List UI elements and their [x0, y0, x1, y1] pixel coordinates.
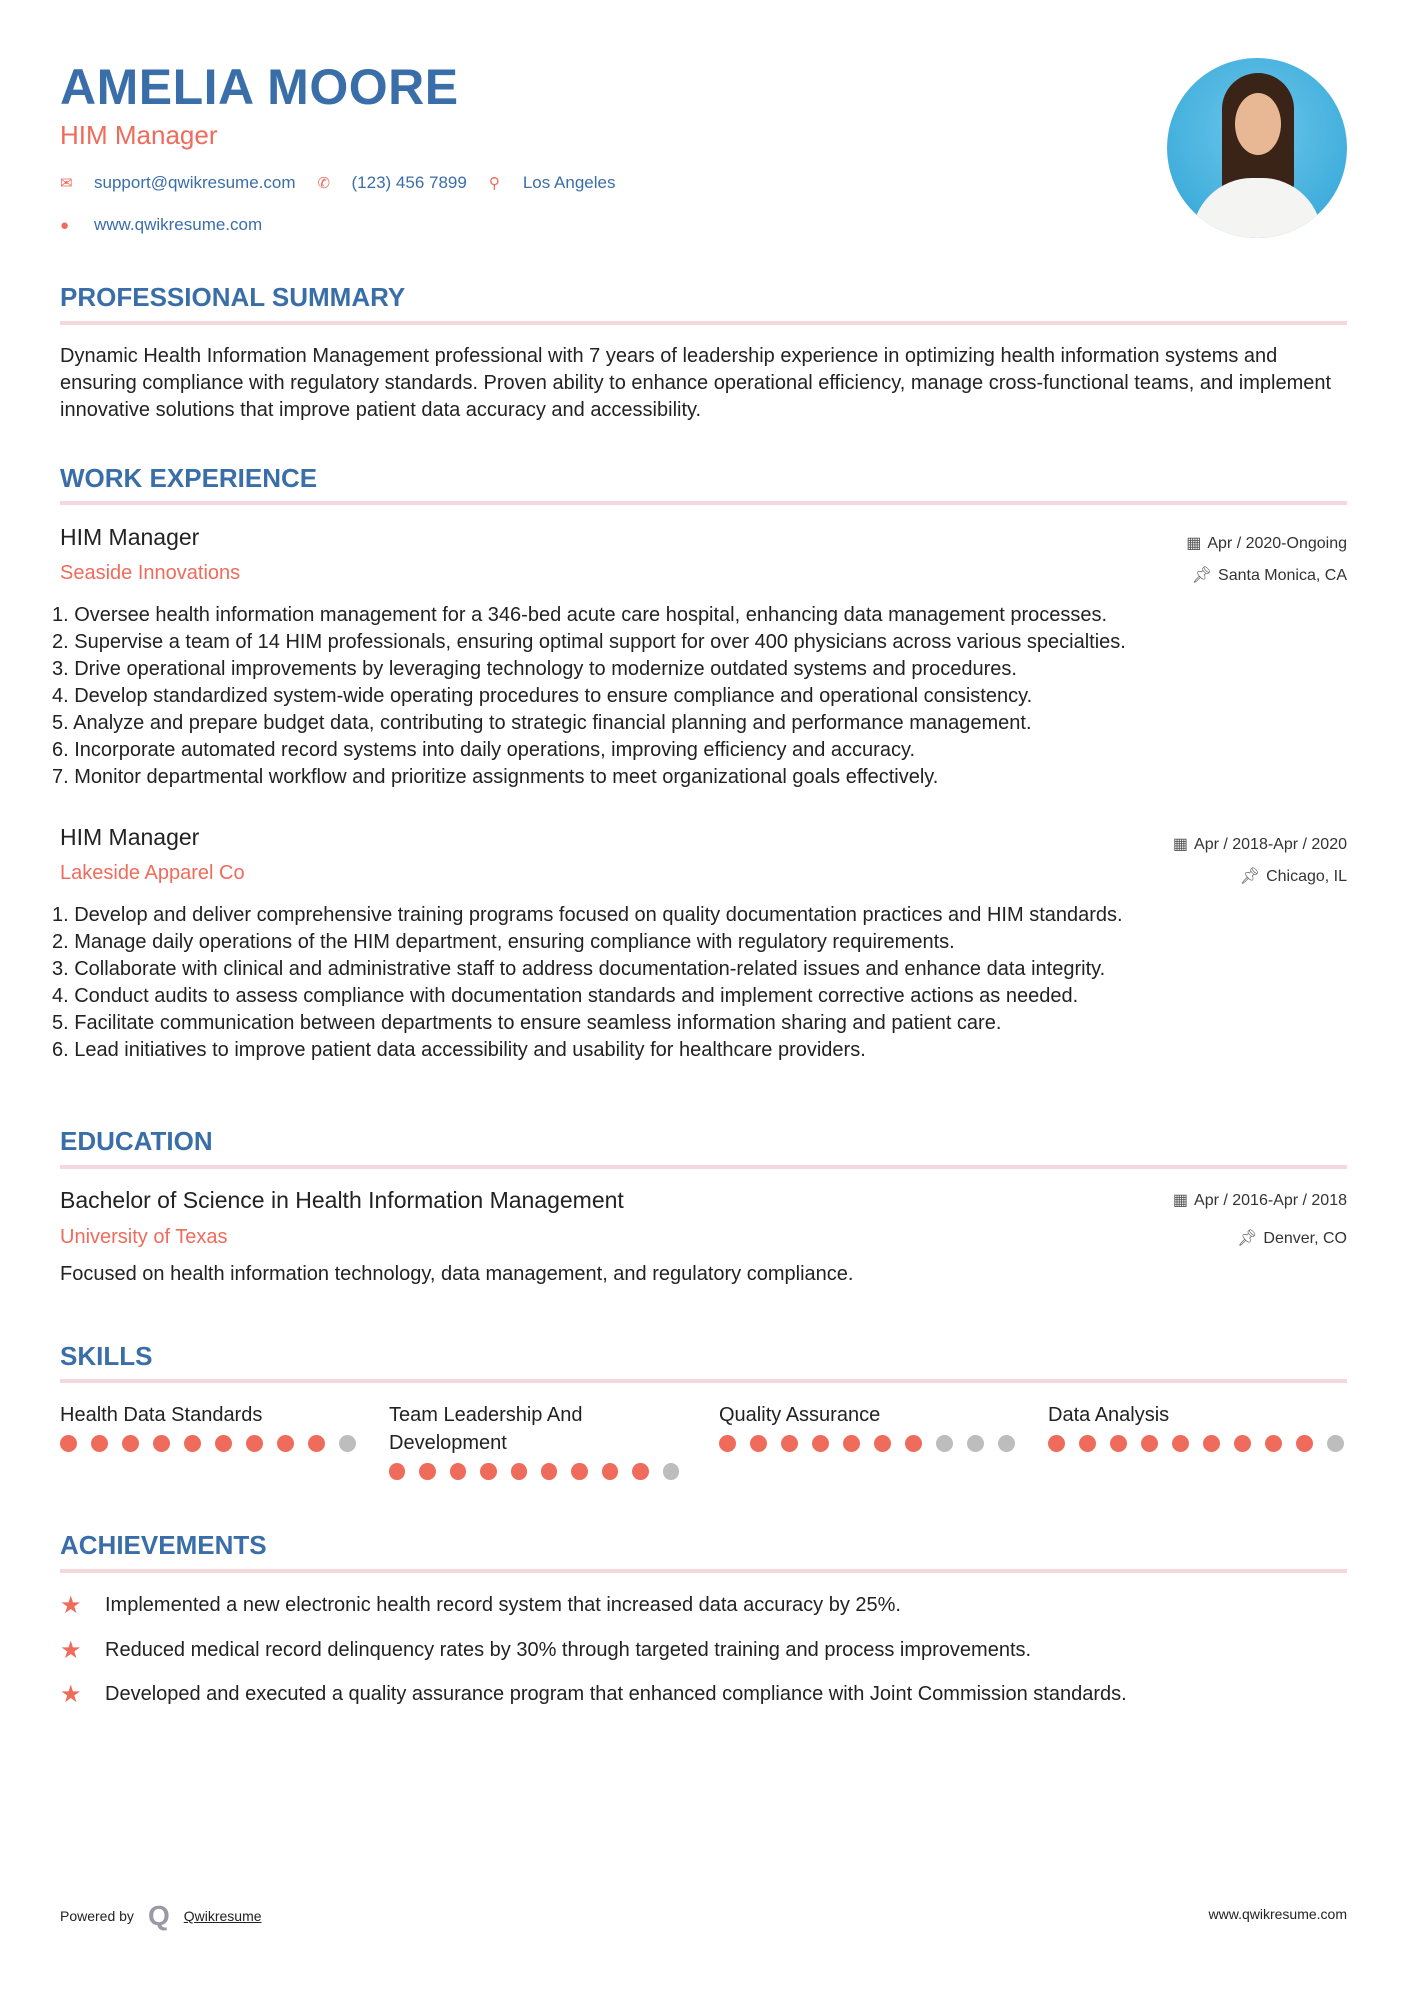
job-dates [1186, 533, 1347, 553]
rating-dot-filled [1048, 1435, 1065, 1452]
skill-name: Team Leadership And Development [389, 1404, 583, 1454]
rating-dot-filled [215, 1435, 232, 1452]
rating-dot-filled [246, 1435, 263, 1452]
skill-name: Data Analysis [1048, 1404, 1170, 1426]
globe-icon: ● [60, 216, 70, 234]
list-item: 2. Manage daily operations of the HIM department, ensuring compliance with regulatory requirements. [52, 931, 955, 953]
rating-dot-filled [719, 1435, 736, 1452]
rating-dot-empty [936, 1435, 953, 1452]
rating-dot-filled [843, 1435, 860, 1452]
rating-dot-empty [339, 1435, 356, 1452]
job-location [1192, 565, 1347, 585]
website-row [60, 215, 262, 235]
divider [60, 321, 1347, 325]
job-company: Seaside Innovations [60, 562, 241, 584]
rating-dot-empty [998, 1435, 1015, 1452]
qwikresume-link[interactable]: Qwikresume [183, 1908, 262, 1924]
rating-dot-filled [541, 1463, 557, 1480]
rating-dot-filled [1265, 1435, 1282, 1452]
summary-text: Dynamic Health Information Management professional with 7 years of leadership experience in optimizing health information systems and ensuring compliance with regulatory standards. Proven ability to enhance operational efficiency, manage cross-functional teams, and implement innovative solutions that improve patient data accuracy and accessibility. [60, 345, 1332, 421]
skill-item [389, 1401, 679, 1480]
education-location [1237, 1228, 1347, 1248]
rating-dot-empty [663, 1463, 679, 1480]
rating-dot-filled [389, 1463, 405, 1480]
rating-dot-filled [874, 1435, 891, 1452]
education-dates [1173, 1190, 1347, 1210]
rating-dot-filled [571, 1463, 587, 1480]
skill-name: Health Data Standards [60, 1404, 263, 1426]
rating-dot-filled [277, 1435, 294, 1452]
rating-dot-filled [122, 1435, 139, 1452]
calendar-icon: ▦ [1172, 836, 1189, 853]
list-item: 2. Supervise a team of 14 HIM professionals, ensuring optimal support for over 400 physicians across various specialties. [52, 631, 1126, 653]
phone-icon: ✆ [317, 175, 331, 192]
star-icon: ★ [60, 1681, 82, 1708]
list-item: 4. Develop standardized system-wide operating procedures to ensure compliance and operational consistency. [52, 685, 1033, 707]
skill-rating [719, 1435, 1019, 1452]
pin-icon: 📌︎ [1237, 1230, 1258, 1247]
job-location-text: Santa Monica, CA [1218, 567, 1347, 584]
job-dates-text: Apr / 2018-Apr / 2020 [1194, 836, 1347, 853]
list-item: 5. Facilitate communication between departments to ensure seamless information sharing and patient care. [52, 1012, 1002, 1034]
skill-item [60, 1401, 360, 1452]
star-icon: ★ [60, 1637, 82, 1664]
achievement-text: Implemented a new electronic health record system that increased data accuracy by 25%. [105, 1594, 901, 1616]
rating-dot-filled [632, 1463, 648, 1480]
rating-dot-filled [450, 1463, 466, 1480]
school: University of Texas [60, 1226, 228, 1248]
work-heading: WORK EXPERIENCE [60, 463, 318, 493]
website-link[interactable]: www.qwikresume.com [94, 215, 263, 234]
education-location-text: Denver, CO [1263, 1230, 1347, 1247]
divider [60, 1165, 1347, 1169]
education-heading: EDUCATION [60, 1126, 213, 1156]
calendar-icon: ▦ [1172, 1192, 1189, 1209]
job-company: Lakeside Apparel Co [60, 862, 245, 884]
rating-dot-filled [602, 1463, 618, 1480]
list-item: 3. Drive operational improvements by leveraging technology to modernize outdated systems and procedures. [52, 658, 1017, 680]
rating-dot-filled [511, 1463, 527, 1480]
education-dates-text: Apr / 2016-Apr / 2018 [1194, 1192, 1347, 1209]
location-text: Los Angeles [522, 173, 616, 192]
achievement-text: Developed and executed a quality assurance program that enhanced compliance with Joint Commission standards. [105, 1683, 1127, 1705]
divider [60, 1569, 1347, 1573]
profile-photo [1167, 58, 1347, 238]
rating-dot-filled [1172, 1435, 1189, 1452]
achievement-item [60, 1591, 901, 1620]
powered-by-label: Powered by [60, 1908, 134, 1924]
powered-by [60, 1902, 262, 1930]
list-item: 6. Incorporate automated record systems into daily operations, improving efficiency and accuracy. [52, 739, 916, 761]
skill-item [719, 1401, 1019, 1452]
rating-dot-filled [905, 1435, 922, 1452]
phone-text: (123) 456 7899 [351, 173, 467, 192]
rating-dot-filled [1296, 1435, 1313, 1452]
star-icon: ★ [60, 1592, 82, 1619]
rating-dot-filled [1141, 1435, 1158, 1452]
rating-dot-filled [419, 1463, 435, 1480]
job-bullets [52, 602, 1352, 791]
achievement-text: Reduced medical record delinquency rates by 30% through targeted training and process improvements. [105, 1639, 1032, 1661]
rating-dot-filled [153, 1435, 170, 1452]
rating-dot-filled [1234, 1435, 1251, 1452]
job-dates [1173, 834, 1347, 854]
list-item: 4. Conduct audits to assess compliance with documentation standards and implement corrective actions as needed. [52, 985, 1079, 1007]
divider [60, 1379, 1347, 1383]
calendar-icon: ▦ [1186, 535, 1202, 552]
list-item: 5. Analyze and prepare budget data, contributing to strategic financial planning and performance management. [52, 712, 1032, 734]
skills-heading: SKILLS [60, 1341, 153, 1371]
rating-dot-filled [750, 1435, 767, 1452]
list-item: 1. Oversee health information management for a 346-bed acute care hospital, enhancing data management processes. [52, 604, 1108, 626]
list-item: 6. Lead initiatives to improve patient data accessibility and usability for healthcare providers. [52, 1039, 866, 1061]
skill-name: Quality Assurance [719, 1404, 881, 1426]
candidate-name: AMELIA MOORE [60, 59, 459, 115]
job-dates-text: Apr / 2020-Ongoing [1207, 535, 1347, 552]
rating-dot-filled [480, 1463, 496, 1480]
rating-dot-filled [60, 1435, 77, 1452]
job-title: HIM Manager [60, 524, 200, 550]
job-location [1240, 866, 1347, 886]
list-item: 1. Develop and deliver comprehensive training programs focused on quality documentation practices and HIM standards. [52, 904, 1123, 926]
qwikresume-logo-icon: Q [147, 1900, 170, 1931]
rating-dot-filled [184, 1435, 201, 1452]
degree: Bachelor of Science in Health Information Management [60, 1187, 624, 1213]
job-bullets [52, 902, 1352, 1064]
rating-dot-filled [781, 1435, 798, 1452]
skill-rating [1048, 1435, 1348, 1452]
rating-dot-filled [1079, 1435, 1096, 1452]
rating-dot-empty [967, 1435, 984, 1452]
candidate-title: HIM Manager [60, 120, 218, 150]
skill-item [1048, 1401, 1348, 1452]
list-item: 7. Monitor departmental workflow and prioritize assignments to meet organizational goals effectively. [52, 766, 939, 788]
achievements-heading: ACHIEVEMENTS [60, 1530, 267, 1560]
email-icon: ✉ [60, 175, 73, 192]
email-link[interactable]: support@qwikresume.com [94, 173, 296, 192]
rating-dot-filled [812, 1435, 829, 1452]
achievement-item [60, 1680, 1127, 1709]
pin-icon: 📌︎ [1239, 868, 1261, 885]
pin-icon: 📌︎ [1191, 567, 1213, 584]
skill-rating [60, 1435, 360, 1452]
contact-row [60, 173, 615, 193]
job-location-text: Chicago, IL [1266, 868, 1347, 885]
rating-dot-filled [1203, 1435, 1220, 1452]
skill-rating [389, 1463, 679, 1480]
rating-dot-filled [91, 1435, 108, 1452]
education-description: Focused on health information technology, data management, and regulatory compliance. [60, 1263, 854, 1285]
achievement-item [60, 1636, 1031, 1665]
rating-dot-filled [308, 1435, 325, 1452]
summary-heading: PROFESSIONAL SUMMARY [60, 282, 406, 312]
job-title: HIM Manager [60, 824, 200, 850]
list-item: 3. Collaborate with clinical and administrative staff to address documentation-related issues and enhance data integrity. [52, 958, 1106, 980]
footer-website[interactable]: www.qwikresume.com [1208, 1906, 1347, 1922]
rating-dot-empty [1327, 1435, 1344, 1452]
divider [60, 501, 1347, 505]
rating-dot-filled [1110, 1435, 1127, 1452]
location-pin-icon: ⚲ [488, 175, 500, 192]
